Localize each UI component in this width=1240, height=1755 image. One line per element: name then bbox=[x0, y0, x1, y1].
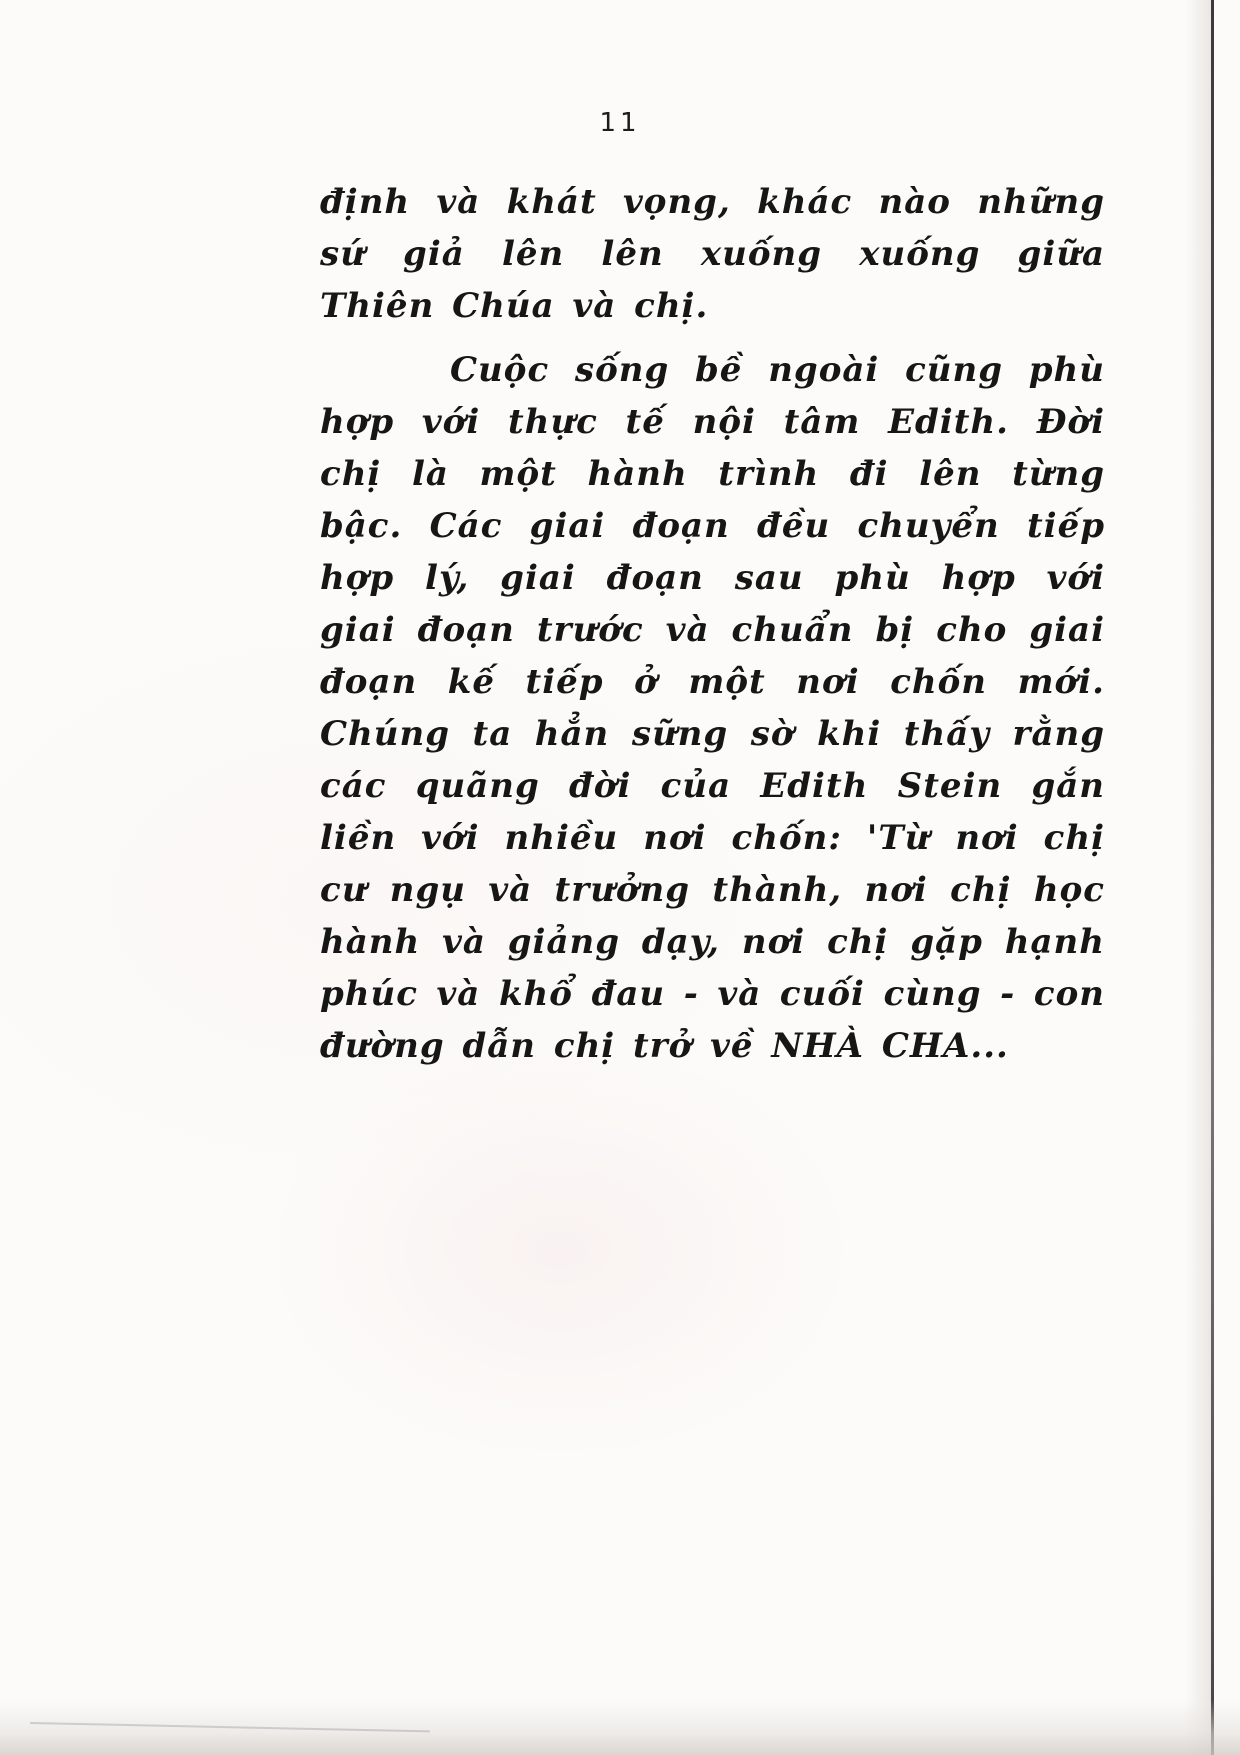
paragraph-1: định và khát vọng, khác nào những sứ giả lên lên xuống xuống giữa Thiên Chúa và chị. bbox=[320, 182, 1105, 326]
spine-shadow bbox=[1185, 0, 1211, 1755]
page-number: 11 bbox=[599, 108, 641, 138]
body-text bbox=[320, 176, 1105, 1072]
page-bottom-edge bbox=[0, 1700, 1240, 1755]
paragraph-2: Cuộc sống bề ngoài cũng phù hợp với thực tế nội tâm Edith. Đời chị là một hành trình đi lên từng bậc. Các giai đoạn đều chuyển tiếp hợp lý, giai đoạn sau phù hợp với giai đoạn trước và chuẩn bị cho giai đoạn kế tiếp ở một nơi chốn mới. Chúng ta hẳn sững sờ khi thấy rằng các quãng đời của Edith Stein gắn liền với nhiều nơi chốn: 'Từ nơi chị cư ngụ và trưởng thành, nơi chị học hành và giảng dạy, nơi chị gặp hạnh phúc và khổ đau - và cuối cùng - con đường dẫn chị trở về NHÀ CHA... bbox=[320, 350, 1105, 1066]
book-spine-edge bbox=[1211, 0, 1214, 1755]
